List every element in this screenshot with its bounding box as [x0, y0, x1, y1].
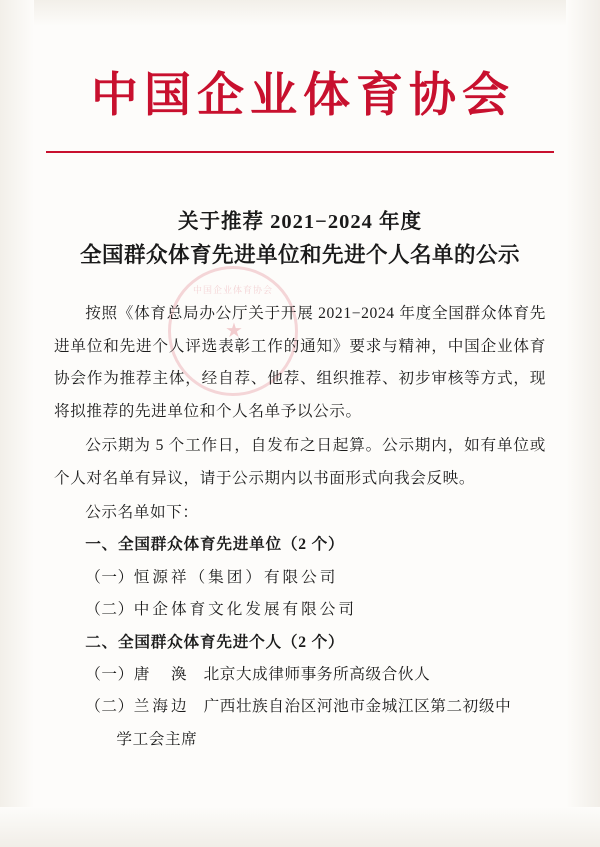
seal-label: 中国企业体育协会 — [192, 285, 273, 295]
section-heading-units: 一、全国群众体育先进单位（2 个） — [85, 536, 345, 554]
document-title-line-1: 关于推荐 2021−2024 年度 — [178, 211, 422, 234]
paper-edge-bottom — [0, 807, 600, 847]
list-item-index: （一） — [85, 568, 134, 586]
list-item-index: （二） — [85, 698, 134, 716]
organization-title: 中国企业体育协会 — [91, 70, 515, 122]
letterhead — [42, 0, 558, 153]
list-item — [54, 691, 546, 723]
document-title — [42, 207, 558, 272]
list-item-detail: 广西壮族自治区河池市金城江区第二初级中 — [203, 698, 512, 716]
list-item — [54, 659, 546, 691]
list-item-name: 唐 渙 — [133, 666, 190, 684]
list-item-index: （二） — [85, 601, 134, 619]
list-item — [54, 562, 546, 594]
section-heading-individuals: 二、全国群众体育先进个人（2 个） — [85, 633, 345, 651]
list-item-name: 恒源祥（集团）有限公司 — [133, 568, 339, 586]
paragraph-1: 按照《体育总局办公厅关于开展 2021−2024 年度全国群众体育先进单位和先进个人评选表彰工作的通知》要求与精神，中国企业体育协会作为推荐主体，经自荐、他荐、组织推荐、初步审核等方式，现将拟推荐的先进单位和个人名单予以公示。 — [54, 305, 546, 420]
seal-star-icon: ★ — [225, 320, 243, 342]
letterhead-divider — [46, 151, 554, 153]
list-item-name: 兰海边 — [133, 698, 190, 716]
list-item-name: 中企体育文化发展有限公司 — [133, 601, 357, 619]
list-item-index: （一） — [85, 666, 134, 684]
paragraph-3: 公示名单如下： — [85, 503, 199, 521]
paragraph-2: 公示期为 5 个工作日，自发布之日起算。公示期内，如有单位或个人对名单有异议，请于公示期内以书面形式向我会反映。 — [54, 437, 546, 487]
document-title-line-2: 全国群众体育先进单位和先进个人名单的公示 — [79, 243, 520, 268]
list-item-detail: 北京大成律师事务所高级合伙人 — [203, 666, 431, 684]
list-item — [54, 594, 546, 626]
list-item-continuation: 学工会主席 — [116, 730, 198, 748]
document-body — [42, 298, 558, 756]
